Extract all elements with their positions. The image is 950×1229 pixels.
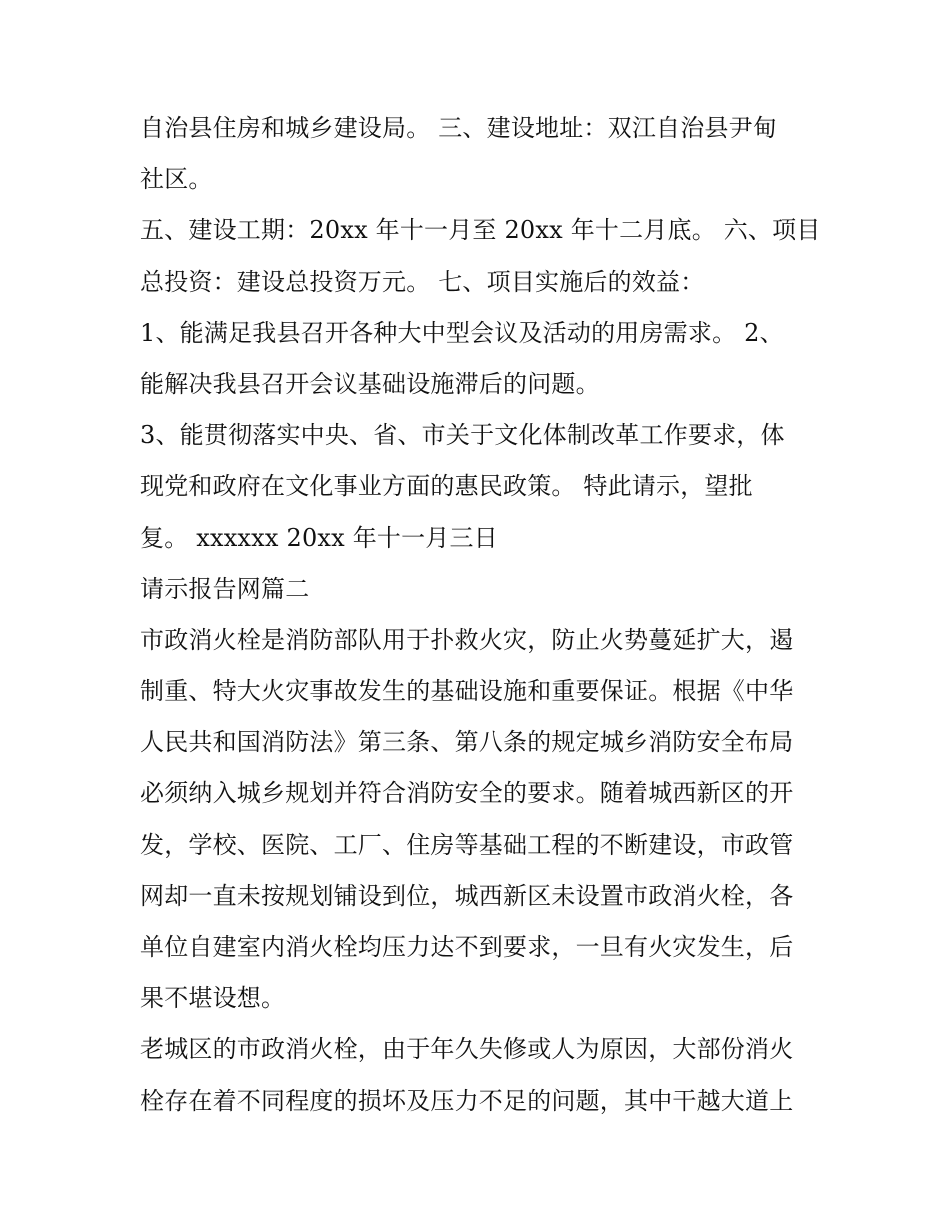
text-line: 自治县住房和城乡建设局。 三、建设地址：双江自治县尹甸 [140, 114, 778, 142]
text-line: 单位自建室内消火栓均压力达不到要求，一旦有火灾发生，后 [140, 933, 794, 961]
text-line: 总投资：建设总投资万元。 七、项目实施后的效益： [140, 267, 705, 296]
document-body [140, 103, 820, 1127]
text-line: 现党和政府在文化事业方面的惠民政策。 特此请示，望批 [140, 472, 753, 501]
text-line: 发，学校、医院、工厂、住房等基础工程的不断建设，市政管 [140, 830, 794, 859]
text-line: 果不堪设想。 [140, 984, 286, 1013]
section-heading: 请示报告网篇二 [140, 574, 310, 603]
text-line: 必须纳入城乡规划并符合消防安全的要求。随着城西新区的开 [140, 779, 794, 808]
text-line: 市政消火栓是消防部队用于扑救火灾，防止火势蔓延扩大，遏 [140, 625, 794, 654]
text-line: 社区。 [140, 165, 213, 194]
text-line: 栓存在着不同程度的损坏及压力不足的问题，其中干越大道上 [140, 1086, 794, 1115]
text-line: 五、建设工期：20xx 年十一月至 20xx 年十二月底。 六、项目 [140, 216, 821, 245]
text-line: 3、能贯彻落实中央、省、市关于文化体制改革工作要求，体 [140, 421, 785, 450]
text-line: 复。 xxxxxx 20xx 年十一月三日 [140, 523, 498, 552]
text-line: 1、能满足我县召开各种大中型会议及活动的用房需求。 2、 [140, 318, 784, 347]
text-line: 老城区的市政消火栓，由于年久失修或人为原因，大部份消火 [140, 1035, 794, 1064]
text-line: 人民共和国消防法》第三条、第八条的规定城乡消防安全布局 [140, 728, 794, 757]
text-line: 网却一直未按规划铺设到位，城西新区未设置市政消火栓，各 [140, 881, 794, 910]
text-line: 制重、特大火灾事故发生的基础设施和重要保证。根据《中华 [140, 677, 794, 706]
text-line: 能解决我县召开会议基础设施滞后的问题。 [140, 369, 600, 398]
